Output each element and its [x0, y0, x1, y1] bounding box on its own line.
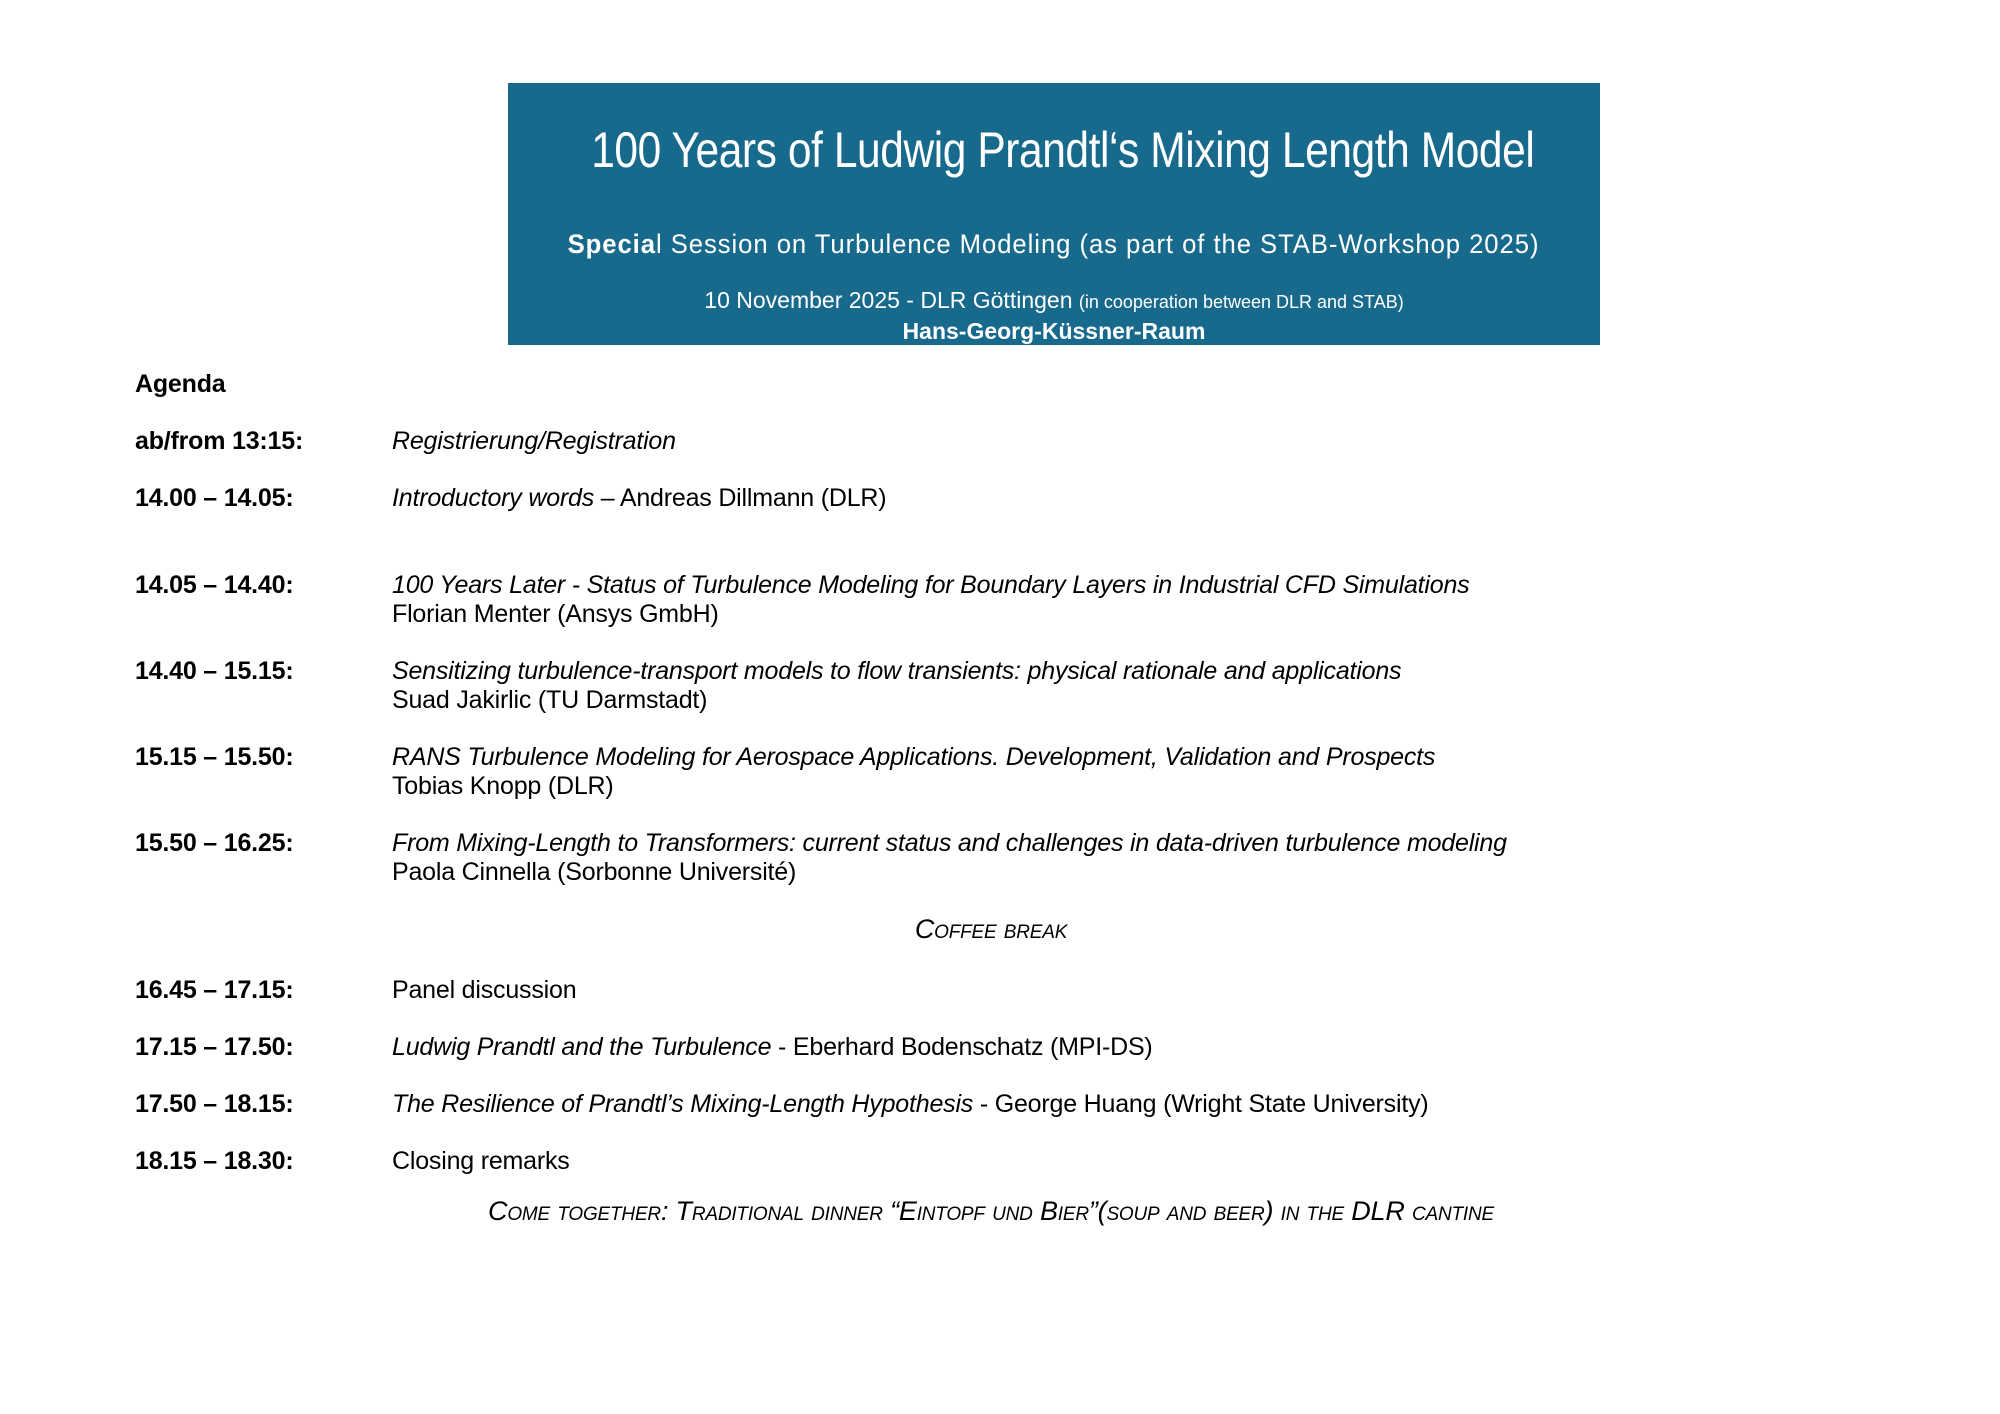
talk-title: Ludwig Prandtl and the Turbulence [392, 1033, 772, 1061]
agenda-desc [392, 743, 1847, 801]
talk-suffix: Closing remarks [392, 1147, 570, 1175]
agenda-row-menter [135, 571, 1847, 629]
agenda-desc [392, 484, 1847, 513]
agenda-time: 14.00 – 14.05: [135, 484, 294, 512]
agenda-desc [392, 571, 1847, 629]
talk-title: 100 Years Later - Status of Turbulence Modeling for Boundary Layers in Industrial CFD Simulations [392, 571, 1470, 599]
agenda-time: 15.15 – 15.50: [135, 743, 294, 771]
agenda-desc [392, 1033, 1847, 1062]
come-together-label: Come together: Traditional dinner “Eintopf und Bier”(soup and beer) in the DLR cantine [488, 1196, 1494, 1226]
agenda-time: 18.15 – 18.30: [135, 1147, 294, 1175]
agenda-row-closing-remarks [135, 1147, 1847, 1176]
agenda-row-bodenschatz [135, 1033, 1847, 1062]
event-subtitle-bold: Specia [568, 229, 657, 259]
agenda-desc [392, 976, 1847, 1005]
talk-speaker: Tobias Knopp (DLR) [392, 772, 614, 800]
talk-suffix: - George Huang (Wright State University) [973, 1090, 1429, 1118]
agenda-time: 15.50 – 16.25: [135, 829, 294, 857]
event-banner [508, 83, 1600, 345]
agenda-row-registration [135, 427, 1847, 456]
agenda-row-jakirlic [135, 657, 1847, 715]
agenda-row-huang [135, 1090, 1847, 1119]
event-cooperation-note: (in cooperation between DLR and STAB) [1078, 292, 1404, 312]
agenda-time: ab/from 13:15: [135, 427, 304, 455]
event-subtitle-text [568, 228, 1540, 261]
event-date-line [508, 285, 1600, 317]
agenda-row-introductory-words [135, 484, 1847, 513]
event-date: 10 November 2025 - DLR Göttingen [704, 287, 1079, 313]
talk-suffix: Panel discussion [392, 976, 577, 1004]
agenda-time: 17.15 – 17.50: [135, 1033, 294, 1061]
agenda-time: 17.50 – 18.15: [135, 1090, 294, 1118]
talk-speaker: Paola Cinnella (Sorbonne Université) [392, 858, 797, 886]
talk-speaker: Florian Menter (Ansys GmbH) [392, 600, 719, 628]
event-subtitle-rest: l Session on Turbulence Modeling (as part of the STAB-Workshop 2025) [656, 229, 1540, 259]
talk-title: The Resilience of Prandtl’s Mixing-Length Hypothesis [392, 1090, 974, 1118]
talk-title: Sensitizing turbulence-transport models to flow transients: physical rationale and applications [392, 657, 1402, 685]
event-title-text: 100 Years of Ludwig Prandtl‘s Mixing Length Model [591, 122, 1535, 178]
event-title [508, 119, 1600, 181]
talk-title: RANS Turbulence Modeling for Aerospace Applications. Development, Validation and Prospects [392, 743, 1436, 771]
agenda-time: 16.45 – 17.15: [135, 976, 294, 1004]
agenda-section [135, 370, 1847, 1226]
talk-title: Registrierung/Registration [392, 427, 676, 455]
agenda-desc [392, 427, 1847, 456]
agenda-heading: Agenda [135, 370, 226, 398]
agenda-row-knopp [135, 743, 1847, 801]
talk-suffix: - Eberhard Bodenschatz (MPI-DS) [771, 1033, 1153, 1061]
event-room: Hans-Georg-Küssner-Raum [902, 318, 1206, 344]
talk-title: Introductory words [392, 484, 595, 512]
talk-title: From Mixing-Length to Transformers: current status and challenges in data-driven turbulence modeling [392, 829, 1507, 857]
agenda-row-panel-discussion [135, 976, 1847, 1005]
agenda-time: 14.05 – 14.40: [135, 571, 294, 599]
talk-speaker: Suad Jakirlic (TU Darmstadt) [392, 686, 708, 714]
agenda-desc [392, 657, 1847, 715]
agenda-desc [392, 1090, 1847, 1119]
agenda-desc [392, 829, 1847, 887]
agenda-time: 14.40 – 15.15: [135, 657, 294, 685]
agenda-row-cinnella [135, 829, 1847, 887]
agenda-desc [392, 1147, 1847, 1176]
event-subtitle [508, 228, 1600, 261]
talk-suffix: – Andreas Dillmann (DLR) [594, 484, 887, 512]
coffee-break-label: Coffee break [914, 914, 1068, 944]
